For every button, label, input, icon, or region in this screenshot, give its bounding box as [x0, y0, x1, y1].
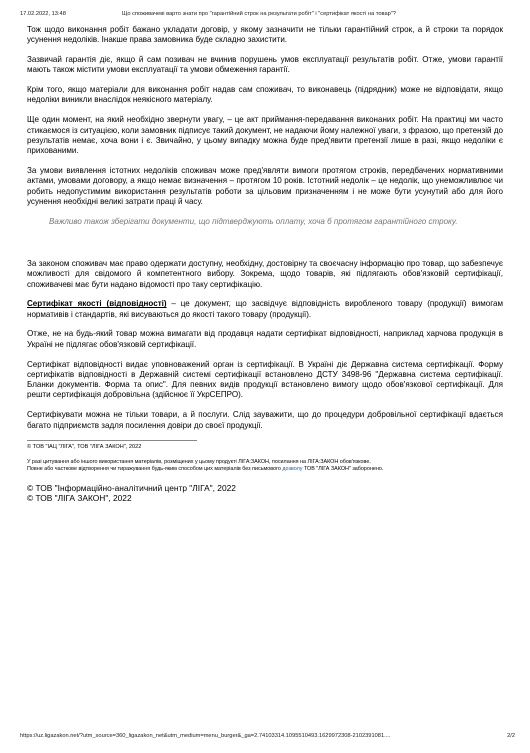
- paragraph: Сертифікувати можна не тільки товари, а й послуги. Слід зауважити, що до процедури добровільної сертифікації вдається багато підприємств задля посилення довіри до своєї продукції.: [27, 410, 503, 430]
- legal-notice-text: Повне або часткове відтворення чи тиражування будь-яким способом цих матеріалів без письмового: [27, 465, 283, 472]
- paragraph: Отже, не на будь-який товар можна вимагати від продавця надати сертифікат відповідності, наприклад харчова продукція в Україні не підлягає обов'язковій сертифікації.: [27, 329, 503, 349]
- page-number: 2/2: [507, 733, 515, 739]
- term-definition: – це документ, що засвідчує відповідність виробленого товару (продукції) вимогам нормативів і стандартів, які висуваються до якості такого товару (продукції).: [27, 299, 503, 319]
- paragraph: За законом споживач має право одержати доступну, необхідну, достовірну та своєчасну інформацію про товар, що забезпечує можливості для свідомого й компетентного вибору. Зокрема, щодо товарів, які підлягають обов'язковій сертифікації, споживачеві має бути надано відомості про таку сертифікацію.: [27, 258, 503, 289]
- paragraph: [27, 299, 503, 320]
- print-datetime: 17.02.2022, 13:48: [20, 11, 66, 17]
- paragraph: За умови виявлення істотних недоліків споживач може пред'являти вимоги протягом строків, передбачених нормативними актами, умовами договору, а якщо немає визначення – протягом 10 років. Істотний недолік – це недолік, що унеможливлює чи робить недопустимим використання результатів роботи за цільовим призначенням і не може бути усунутий або для його усунення необхідні великі затрати праці й часу.: [27, 165, 503, 206]
- permission-link[interactable]: дозволу: [282, 465, 303, 472]
- article-body: [27, 25, 503, 504]
- copyright-small: © ТОВ "ІАЦ "ЛІГА", ТОВ "ЛІГА ЗАКОН", 2022: [27, 444, 142, 451]
- copyright-line-2: © ТОВ "ЛІГА ЗАКОН", 2022: [27, 493, 132, 504]
- legal-notice-1: У разі цитування або іншого використання матеріалів, розміщених у цьому продукті ЛІГА:ЗАКОН, посилання на ЛІГА:ЗАКОН обов'язкове.: [27, 459, 371, 466]
- divider: [27, 440, 197, 441]
- legal-notice-text: ТОВ "ЛІГА ЗАКОН" заборонено.: [302, 465, 384, 472]
- print-page-title: Що споживачеві варто знати про "гарантійний строк на результати робіт" і "сертифікат якості на товар"?: [122, 11, 396, 17]
- paragraph: Крім того, якщо матеріали для виконання робіт надав сам споживач, то виконавець (підрядник) може не відповідати, якщо недоліки виникли внаслідок неякісного матеріалу.: [27, 85, 503, 105]
- copyright-line-1: © ТОВ "Інформаційно-аналітичний центр "ЛІГА", 2022: [27, 482, 236, 493]
- legal-notice-2: [27, 466, 503, 473]
- paragraph: Сертифікат відповідності видає уповноважений орган із сертифікації. В Україні діє Державна система сертифікації. Форму сертифікатів відповідності в Державній системі сертифікації встановлено ДСТУ 3498-96 "Державна система сертифікації. Бланки документів. Форма та опис". Для певних видів продукції встановлено вимогу щодо обов'язкової сертифікації. Для решти сертифікація добровільна (здійснює її УкрСЕПРО).: [27, 359, 503, 400]
- paragraph: Зазвичай гарантія діє, якщо й сам позивач не вчинив порушень умов експлуатації результатів робіт. Отже, умови гарантії мають також містити умови експлуатації та умови обмеження гарантії.: [27, 55, 503, 75]
- paragraph: Тож щодо виконання робіт бажано укладати договір, у якому зазначити не тільки гарантійний строк, а й строки та порядок усунення недоліків. Інакше права замовника буде складно захистити.: [27, 25, 503, 45]
- page-url: https://uz.ligazakon.net/?utm_source=360_ligazakon_net&utm_medium=menu_burger&_ga=2.74103314.1095510493.1629972308-2102391081....: [20, 733, 391, 739]
- important-note: Важливо також зберігати документи, що підтверджують оплату, хоча б протягом гарантійного строку.: [49, 216, 458, 226]
- term-certificate: Сертифікат якості (відповідності): [27, 299, 167, 309]
- paragraph: Ще один момент, на який необхідно звернути увагу, – це акт приймання-передавання виконаних робіт. На практиці ми часто стикаємося із ситуацією, коли замовник підписує такий документ, не надаючи йому належної уваги, з фразою, що претензій до результатів немає, хоча вони і є. Звичайно, у цьому випадку можна буде пред'явити претензії лише в разі, якщо недоліки є прихованими.: [27, 115, 503, 156]
